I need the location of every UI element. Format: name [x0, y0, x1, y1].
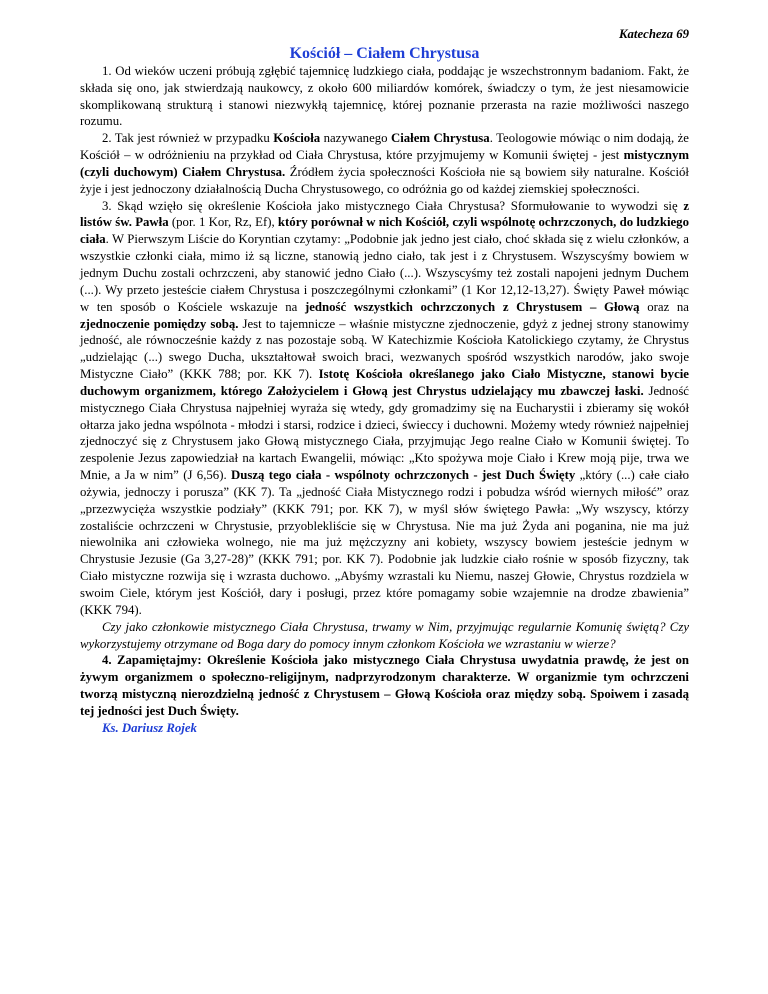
bold-text: z listów św. Pawła [80, 198, 689, 230]
text: nazywanego [320, 131, 391, 146]
page-title: Kościół – Ciałem Chrystusa [289, 44, 480, 62]
paragraph-2 [80, 130, 689, 197]
bold-text: który porównał w nich Kościół, czyli wspólnotę ochrzczonych, do ludzkiego ciała [80, 215, 689, 247]
bold-text: Duszą tego ciała - wspólnoty ochrzczonych - jest Duch Święty [231, 468, 576, 483]
text: . W Pierwszym Liście do Koryntian czytamy: „Podobnie jak jedno jest ciało, choć składa się z wielu członków, a wszystkie członki ciała, mimo iż są liczne, stanowią jedno ciało, tak jest i z Chrystusem. Wszyscyśmy bowiem w jednym Duchu zostali ochrzczeni, aby stanowić jedno Ciało (...). Wszyscyśmy też zostali napojeni jednym Duchem (...). Wy przeto jesteście ciałem Chrystusa i poszczególnymi członkami” (1 Kor 12,12-13,27). Święty Paweł mówiąc w ten sposób o Kościele wskazuje na [80, 232, 689, 314]
text: Źródłem życia społeczności Kościoła nie są bowiem siły naturalne. Kościół żyje i jest jednoczony działalnością Ducha Chrystusowego, co odróżnia go od każdej ziemskiej społeczności. [80, 164, 689, 196]
bold-text: Kościoła [273, 131, 321, 146]
text: 3. Skąd wzięło się określenie Kościoła jako mistycznego Ciała Chrystusa? Sformułowanie to wywodzi się [102, 198, 684, 213]
text: (por. 1 Kor, Rz, Ef), [168, 215, 278, 230]
text: „który (...) całe ciało ożywia, jednoczy i porusza” (KK 7). Ta „jedność Ciała Mistycznego rodzi i pobudza wśród wiernych miłość” oraz „przezwycięża wszystkie podziały” (KKK 791; por. KK 7), w myśl słów świętego Pawła: „Wy wszyscy, którzy zostaliście ochrzczeni w Chrystusie, przyoblekliście się w Chrystusa. Nie ma już Żyda ani poganina, nie ma już niewolnika ani człowieka wolnego, nie ma już mężczyzny ani kobiety, wszyscy bowiem jesteście jednym w Chrystusie Jezusie (Ga 3,27-28)” (KKK 791; por. KK 7). Podobnie jak ludzkie ciało rośnie w sposób fizyczny, tak Ciało mistyczne rozwija się i wzrasta duchowo. „Abyśmy wzrastali ku Niemu, naszej Głowie, Chrystus rozdziela w swoim Ciele, którym jest Kościół, dary i posługi, przez które pomagamy sobie wzajemnie na drodze zbawienia” (KKK 794). [80, 468, 689, 617]
bold-text: jedność wszystkich ochrzczonych z Chrystusem – Głową [304, 299, 640, 314]
text: 2. Tak jest również w przypadku [102, 131, 274, 146]
bold-text: mistycznym (czyli duchowym) Ciałem Chrystusa. [80, 148, 689, 179]
document-page [80, 26, 689, 737]
paragraph-3 [80, 198, 689, 619]
bold-text: Ciałem Chrystusa [390, 131, 490, 146]
reflection-questions: Czy jako członkowie mistycznego Ciała Chrystusa, trwamy w Nim, przyjmując regularnie Komunię świętą? Czy wykorzystujemy otrzymane od Boga dary do pomocy innym członkom Kościoła we wzrastaniu w wierze? [80, 619, 689, 651]
bold-text: Istotę Kościoła określanego jako Ciało Mistyczne, stanowi bycie duchowym organizmem, którego Założycielem i Głową jest Chrystus udzielający mu zbawczej łaski. [80, 367, 689, 398]
paragraph-4-summary [80, 652, 689, 719]
bold-text: 4. Zapamiętajmy: Określenie Kościoła jako mistycznego Ciała Chrystusa uwydatnia prawdę, że jest on żywym organizmem o społeczno-religijnym, nadprzyrodzonym charakterze. W organizmie tym ochrzczeni tworzą mistyczną nierozdzielną jedność z Chrystusem – Głową Kościoła oraz między sobą. Spoiwem i zasadą tej jedności jest Duch Święty. [80, 653, 689, 718]
bold-text: zjednoczenie pomiędzy sobą. [80, 316, 239, 331]
text: Jedność mistycznego Ciała Chrystusa najpełniej wyraża się wtedy, gdy gromadzimy się na Eucharystii i zbieramy się wokół ołtarza jako jedna wspólnota - młodzi i starsi, rodzice i dzieci, świeccy i duchowni. Możemy wtedy również najpełniej zjednoczyć się z Chrystusem jako Głową mistycznego Ciała, przyjmując Jego realne Ciało w Komunii świętej. To zespolenie Jezus zapowiedział na kartach Ewangelii, mówiąc: „Kto spożywa moje Ciało i Krew moją pije, trwa we Mnie, a Ja w nim” (J 6,56). [80, 383, 689, 483]
catechesis-number: Katecheza 69 [618, 27, 689, 41]
text: . Teologowie mówiąc o nim dodają, że Kościół – w odróżnieniu na przykład od Ciała Chrystusa, które przyjmujemy w Komunii świętej - jest [80, 131, 689, 163]
text: oraz na [639, 299, 689, 314]
text: Jest to tajemnicze – właśnie mistyczne zjednoczenie, gdyż z jednej strony stanowimy jedność, ale równocześnie każdy z nas pozostaje sobą. W Katechizmie Kościoła Katolickiego czytamy, że Chrystus „udzielając (...) swego Ducha, ukształtował swoich braci, wezwanych spośród wszystkich narodów, jako swoje Mistyczne Ciało” (KKK 788; por. KK 7). [80, 316, 689, 382]
paragraph-1: 1. Od wieków uczeni próbują zgłębić tajemnicę ludzkiego ciała, poddając je wszechstronnym badaniom. Fakt, że składa się ono, jak stwierdzają naukowcy, z około 600 miliardów komórek, świadczy o tym, że jest niesamowicie skomplikowaną strukturą i stanowi niezwykłą tajemnicę, której poznanie przerasta na razie możliwości naszego rozumu. [80, 63, 689, 129]
author-signature: Ks. Dariusz Rojek [102, 720, 197, 735]
